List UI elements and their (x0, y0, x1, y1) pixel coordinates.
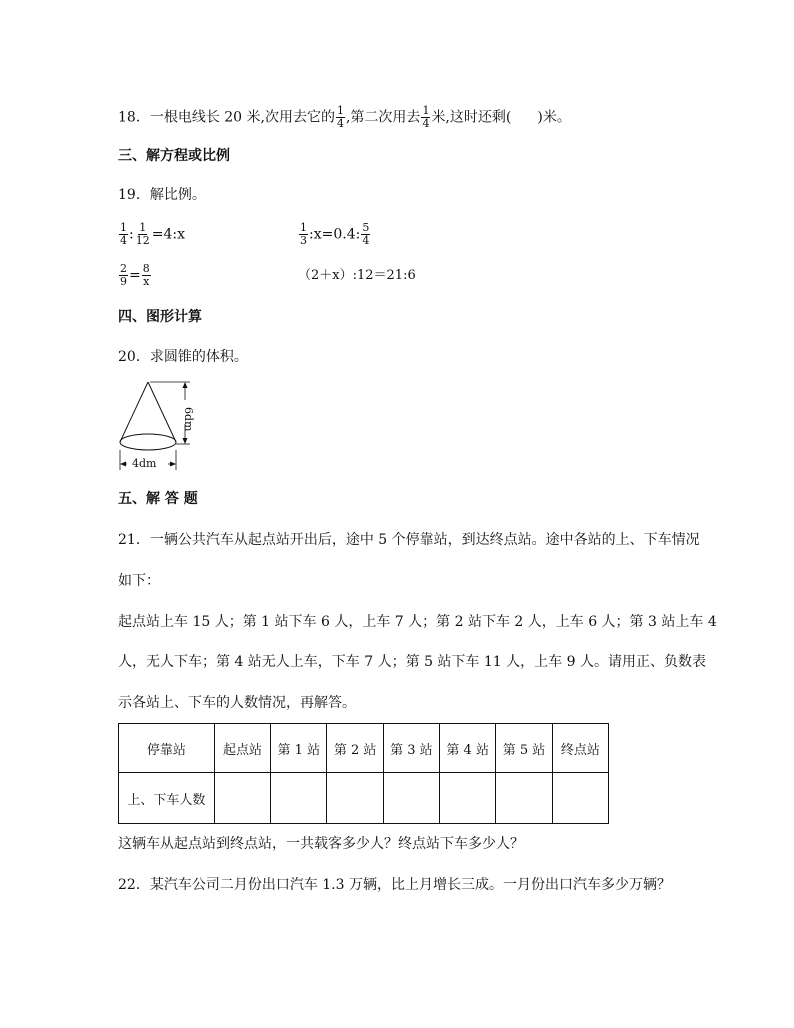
proportion-1: $\frac{1}{4}$ : $\frac{1}{12}$ =4:x (120, 221, 185, 247)
question-20-title: 20．求圆锥的体积。 (118, 349, 248, 365)
q18-prefix: 18．一根电线长 20 米,次用去它的 (118, 109, 335, 126)
q21-line-3: 起点站上车 15 人；第 1 站下车 6 人，上车 7 人；第 2 站下车 2 人，上车 6 人；第 3 站上车 4 (118, 614, 717, 630)
answer-cell[interactable] (327, 773, 383, 824)
table-station-cell: 第 5 站 (496, 724, 552, 773)
height-label: 6dm (182, 407, 195, 432)
question-22: 22．某汽车公司二月份出口汽车 1.3 万辆，比上月增长三成。一月份出口汽车多少万辆？ (118, 877, 671, 893)
table-row-label: 上、下车人数 (119, 773, 215, 824)
table-station-cell: 第 3 站 (383, 724, 439, 773)
table-station-cell: 起点站 (214, 724, 270, 773)
table-station-cell: 第 1 站 (271, 724, 327, 773)
q18-fraction-2: $\frac{1}{4}$ (422, 104, 430, 130)
table-station-cell: 第 2 站 (327, 724, 383, 773)
question-18 (118, 105, 571, 130)
q21-line-1: 21．一辆公共汽车从起点站开出后，途中 5 个停靠站，到达终点站。途中各站的上、下车情况 (118, 532, 700, 548)
q21-line-5: 示各站上、下车的人数情况，再解答。 (118, 695, 356, 711)
proportion-4: （2＋x）:12＝21:6 (298, 268, 416, 283)
table-station-cell: 第 4 站 (440, 724, 496, 773)
answer-cell[interactable] (496, 773, 552, 824)
section-4-heading: 四、图形计算 (118, 309, 202, 325)
table-header-label: 停靠站 (119, 724, 215, 773)
q18-suffix-a: 米,这时还剩( (431, 109, 512, 126)
section-5-heading: 五、解 答 题 (118, 491, 198, 507)
q18-fraction-1: $\frac{1}{4}$ (336, 104, 344, 130)
stops-table (118, 723, 609, 824)
answer-cell[interactable] (383, 773, 439, 824)
height-label-box (177, 406, 199, 430)
q18-suffix-b: )米。 (537, 109, 571, 126)
proportion-2: $\frac{1}{3}$ :x=0.4: $\frac{5}{4}$ (300, 221, 370, 247)
proportion-3: $\frac{2}{9}$ = $\frac{8}{x}$ (120, 262, 150, 288)
answer-cell[interactable] (214, 773, 270, 824)
answer-cell[interactable] (271, 773, 327, 824)
q21-line-2: 如下： (118, 573, 160, 589)
table-row (119, 773, 609, 824)
table-station-cell: 终点站 (552, 724, 608, 773)
q18-mid: ,第二次用去 (345, 109, 421, 126)
question-19-title: 19．解比例。 (118, 187, 206, 203)
section-3-heading: 三、解方程或比例 (118, 148, 230, 164)
q21-question: 这辆车从起点站到终点站，一共载客多少人？终点站下车多少人？ (118, 836, 524, 852)
diameter-label: 4dm (132, 457, 157, 470)
answer-cell[interactable] (440, 773, 496, 824)
q21-line-4: 人，无人下车；第 4 站无人上车，下车 7 人；第 5 站下车 11 人，上车 9 人。请用正、负数表 (118, 654, 706, 670)
table-header-row (119, 724, 609, 773)
answer-cell[interactable] (552, 773, 608, 824)
